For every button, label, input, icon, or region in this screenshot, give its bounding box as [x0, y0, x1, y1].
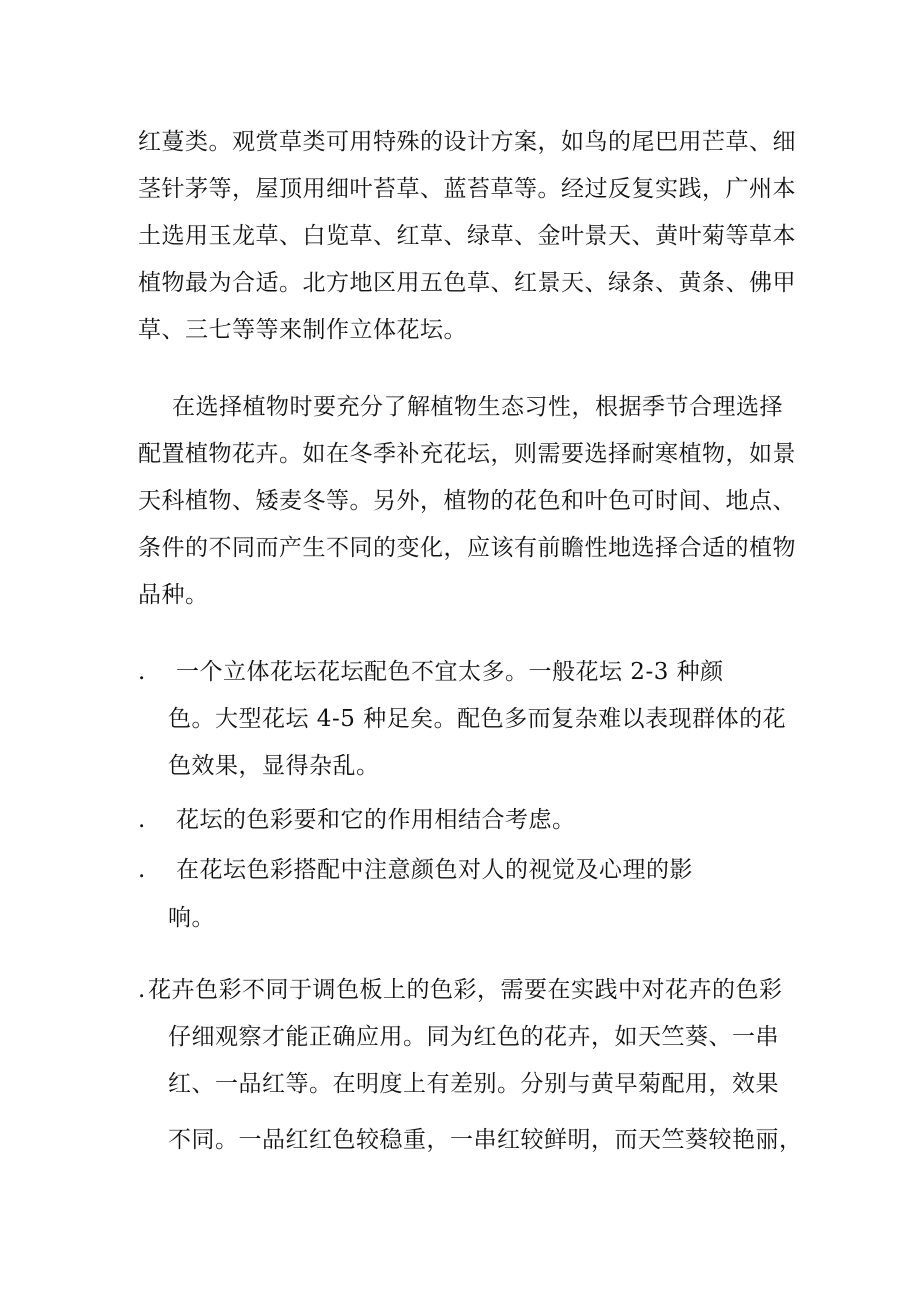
paragraph-line: 红蔓类。观赏草类可用特殊的设计方案，如鸟的尾巴用芒草、细	[138, 129, 796, 155]
paragraph-line: 红、一品红等。在明度上有差别。分别与黄早菊配用，效果	[168, 1071, 779, 1097]
list-item-line: 响。	[168, 905, 215, 931]
paragraph-line: 配置植物花卉。如在冬季补充花坛，则需要选择耐寒植物，如景	[138, 441, 796, 467]
list-item-line: 一个立体花坛花坛配色不宜太多。一般花坛 2-3 种颜	[176, 659, 724, 685]
list-item-line: 在花坛色彩搭配中注意颜色对人的视觉及心理的影	[176, 857, 693, 883]
paragraph-line: 天科植物、矮麦冬等。另外，植物的花色和叶色可时间、地点、	[138, 488, 796, 514]
list-item-line: 花坛的色彩要和它的作用相结合考虑。	[176, 807, 576, 833]
paragraph-line: 品种。	[138, 582, 209, 608]
list-item-line: 色。大型花坛 4-5 种足矣。配色多而复杂难以表现群体的花	[168, 706, 787, 732]
list-marker: .	[138, 659, 146, 685]
paragraph-line: 仔细观察才能正确应用。同为红色的花卉，如天竺葵、一串	[168, 1024, 779, 1050]
list-marker: .	[138, 857, 146, 883]
paragraph-line: 条件的不同而产生不同的变化，应该有前瞻性地选择合适的植物	[138, 535, 796, 561]
paragraph-line: 草、三七等等来制作立体花坛。	[138, 317, 467, 343]
paragraph-line: 在选择植物时要充分了解植物生态习性，根据季节合理选择	[172, 394, 783, 420]
paragraph-line: 茎针茅等，屋顶用细叶苔草、蓝苔草等。经过反复实践，广州本	[138, 176, 796, 202]
paragraph-line: 花卉色彩不同于调色板上的色彩，需要在实践中对花卉的色彩	[148, 977, 783, 1003]
paragraph-line: 植物最为合适。北方地区用五色草、红景天、绿条、黄条、佛甲	[138, 270, 796, 296]
paragraph-line: 土选用玉龙草、白览草、红草、绿草、金叶景天、黄叶菊等草本	[138, 223, 796, 249]
list-marker: .	[138, 977, 146, 1003]
paragraph-line: 不同。一品红红色较稳重，一串红较鲜明，而天竺葵较艳丽，	[168, 1127, 803, 1153]
list-marker: .	[138, 807, 146, 833]
list-item-line: 色效果，显得杂乱。	[168, 753, 380, 779]
